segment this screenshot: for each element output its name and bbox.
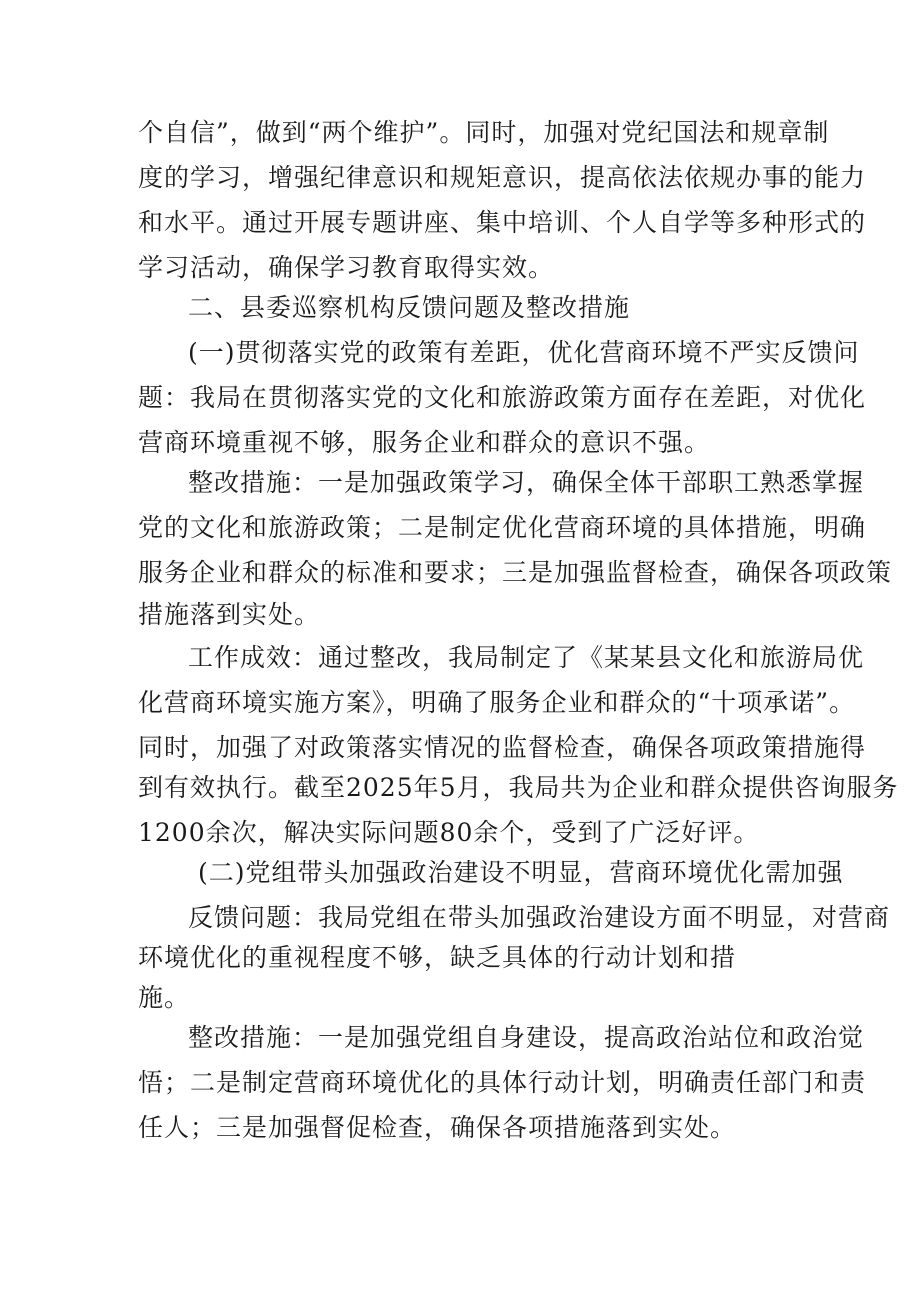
text-line: 服务企业和群众的标准和要求；三是加强监督检查，确保各项政策	[138, 558, 893, 587]
section-heading: 二、县委巡察机构反馈问题及整改措施	[188, 293, 631, 322]
text-line: 环境优化的重视程度不够，缺乏具体的行动计划和措	[138, 943, 737, 972]
text-line: 1200余次，解决实际问题80余个，受到了广泛好评。	[138, 818, 760, 847]
subsection-heading: (一)贯彻落实党的政策有差距，优化营商环境不严实反馈问	[188, 338, 860, 367]
text-line: 到有效执行。截至2025年5月，我局共为企业和群众提供咨询服务	[138, 773, 899, 802]
text-line: 措施落到实处。	[138, 600, 321, 629]
text-line: 工作成效：通过整改，我局制定了《某某县文化和旅游局优	[188, 643, 865, 672]
text-line: 和水平。通过开展专题讲座、集中培训、个人自学等多种形式的	[138, 208, 867, 237]
text-line: 学习活动，确保学习教育取得实效。	[138, 253, 555, 282]
text-line: 同时，加强了对政策落实情况的监督检查，确保各项政策措施得	[138, 733, 867, 762]
text-line: 题：我局在贯彻落实党的文化和旅游政策方面存在差距，对优化	[138, 383, 867, 412]
text-line: 施。	[138, 983, 191, 1012]
text-line: 整改措施：一是加强政策学习，确保全体干部职工熟悉掌握	[188, 468, 865, 497]
text-line: 任人；三是加强督促检查，确保各项措施落到实处。	[138, 1113, 737, 1142]
text-line: 化营商环境实施方案》，明确了服务企业和群众的“十项承诺”。	[138, 688, 856, 717]
text-line: 反馈问题：我局党组在带头加强政治建设方面不明显，对营商	[188, 903, 891, 932]
subsection-heading: (二)党组带头加强政治建设不明显，营商环境优化需加强	[198, 858, 844, 887]
text-line: 悟；二是制定营商环境优化的具体行动计划，明确责任部门和责	[138, 1068, 867, 1097]
text-line: 度的学习，增强纪律意识和规矩意识，提高依法依规办事的能力	[138, 163, 867, 192]
text-line: 营商环境重视不够，服务企业和群众的意识不强。	[138, 428, 711, 457]
text-line: 党的文化和旅游政策；二是制定优化营商环境的具体措施，明确	[138, 513, 867, 542]
text-line: 个自信”，做到“两个维护”。同时，加强对党纪国法和规章制	[138, 118, 830, 147]
text-line: 整改措施：一是加强党组自身建设，提高政治站位和政治觉	[188, 1023, 865, 1052]
